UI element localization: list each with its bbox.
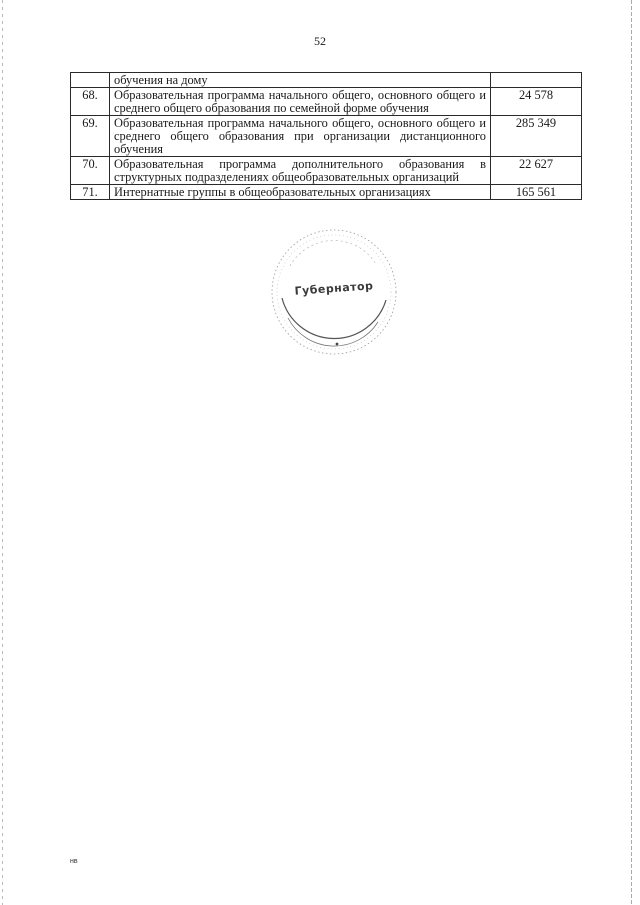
row-value: 24 578 — [491, 88, 582, 116]
row-number — [71, 73, 110, 88]
table-row — [71, 185, 582, 200]
table-row — [71, 157, 582, 185]
scan-edge-left — [2, 0, 3, 905]
row-name: Образовательная программа дополнительного образования в структурных подразделениях общеобразовательных организаций — [110, 157, 491, 185]
row-name: Образовательная программа начального общего, основного общего и среднего общего образования при организации дистанционного обучения — [110, 116, 491, 157]
governor-stamp — [268, 226, 400, 358]
stamp-label: Губернатор — [294, 279, 374, 298]
table-row — [71, 88, 582, 116]
row-number: 70. — [71, 157, 110, 185]
row-value: 285 349 — [491, 116, 582, 157]
scan-edge-right — [631, 0, 632, 905]
footer-mark: нв — [70, 858, 78, 865]
row-number: 69. — [71, 116, 110, 157]
budget-table — [70, 72, 582, 200]
row-name: Интернатные группы в общеобразовательных организациях — [110, 185, 491, 200]
table-row — [71, 73, 582, 88]
table-row — [71, 116, 582, 157]
row-name: Образовательная программа начального общего, основного общего и среднего общего образования по семейной форме обучения — [110, 88, 491, 116]
row-value: 22 627 — [491, 157, 582, 185]
row-value: 165 561 — [491, 185, 582, 200]
row-value — [491, 73, 582, 88]
page-number: 52 — [314, 34, 326, 48]
row-name: обучения на дому — [110, 73, 491, 88]
row-number: 71. — [71, 185, 110, 200]
row-number: 68. — [71, 88, 110, 116]
